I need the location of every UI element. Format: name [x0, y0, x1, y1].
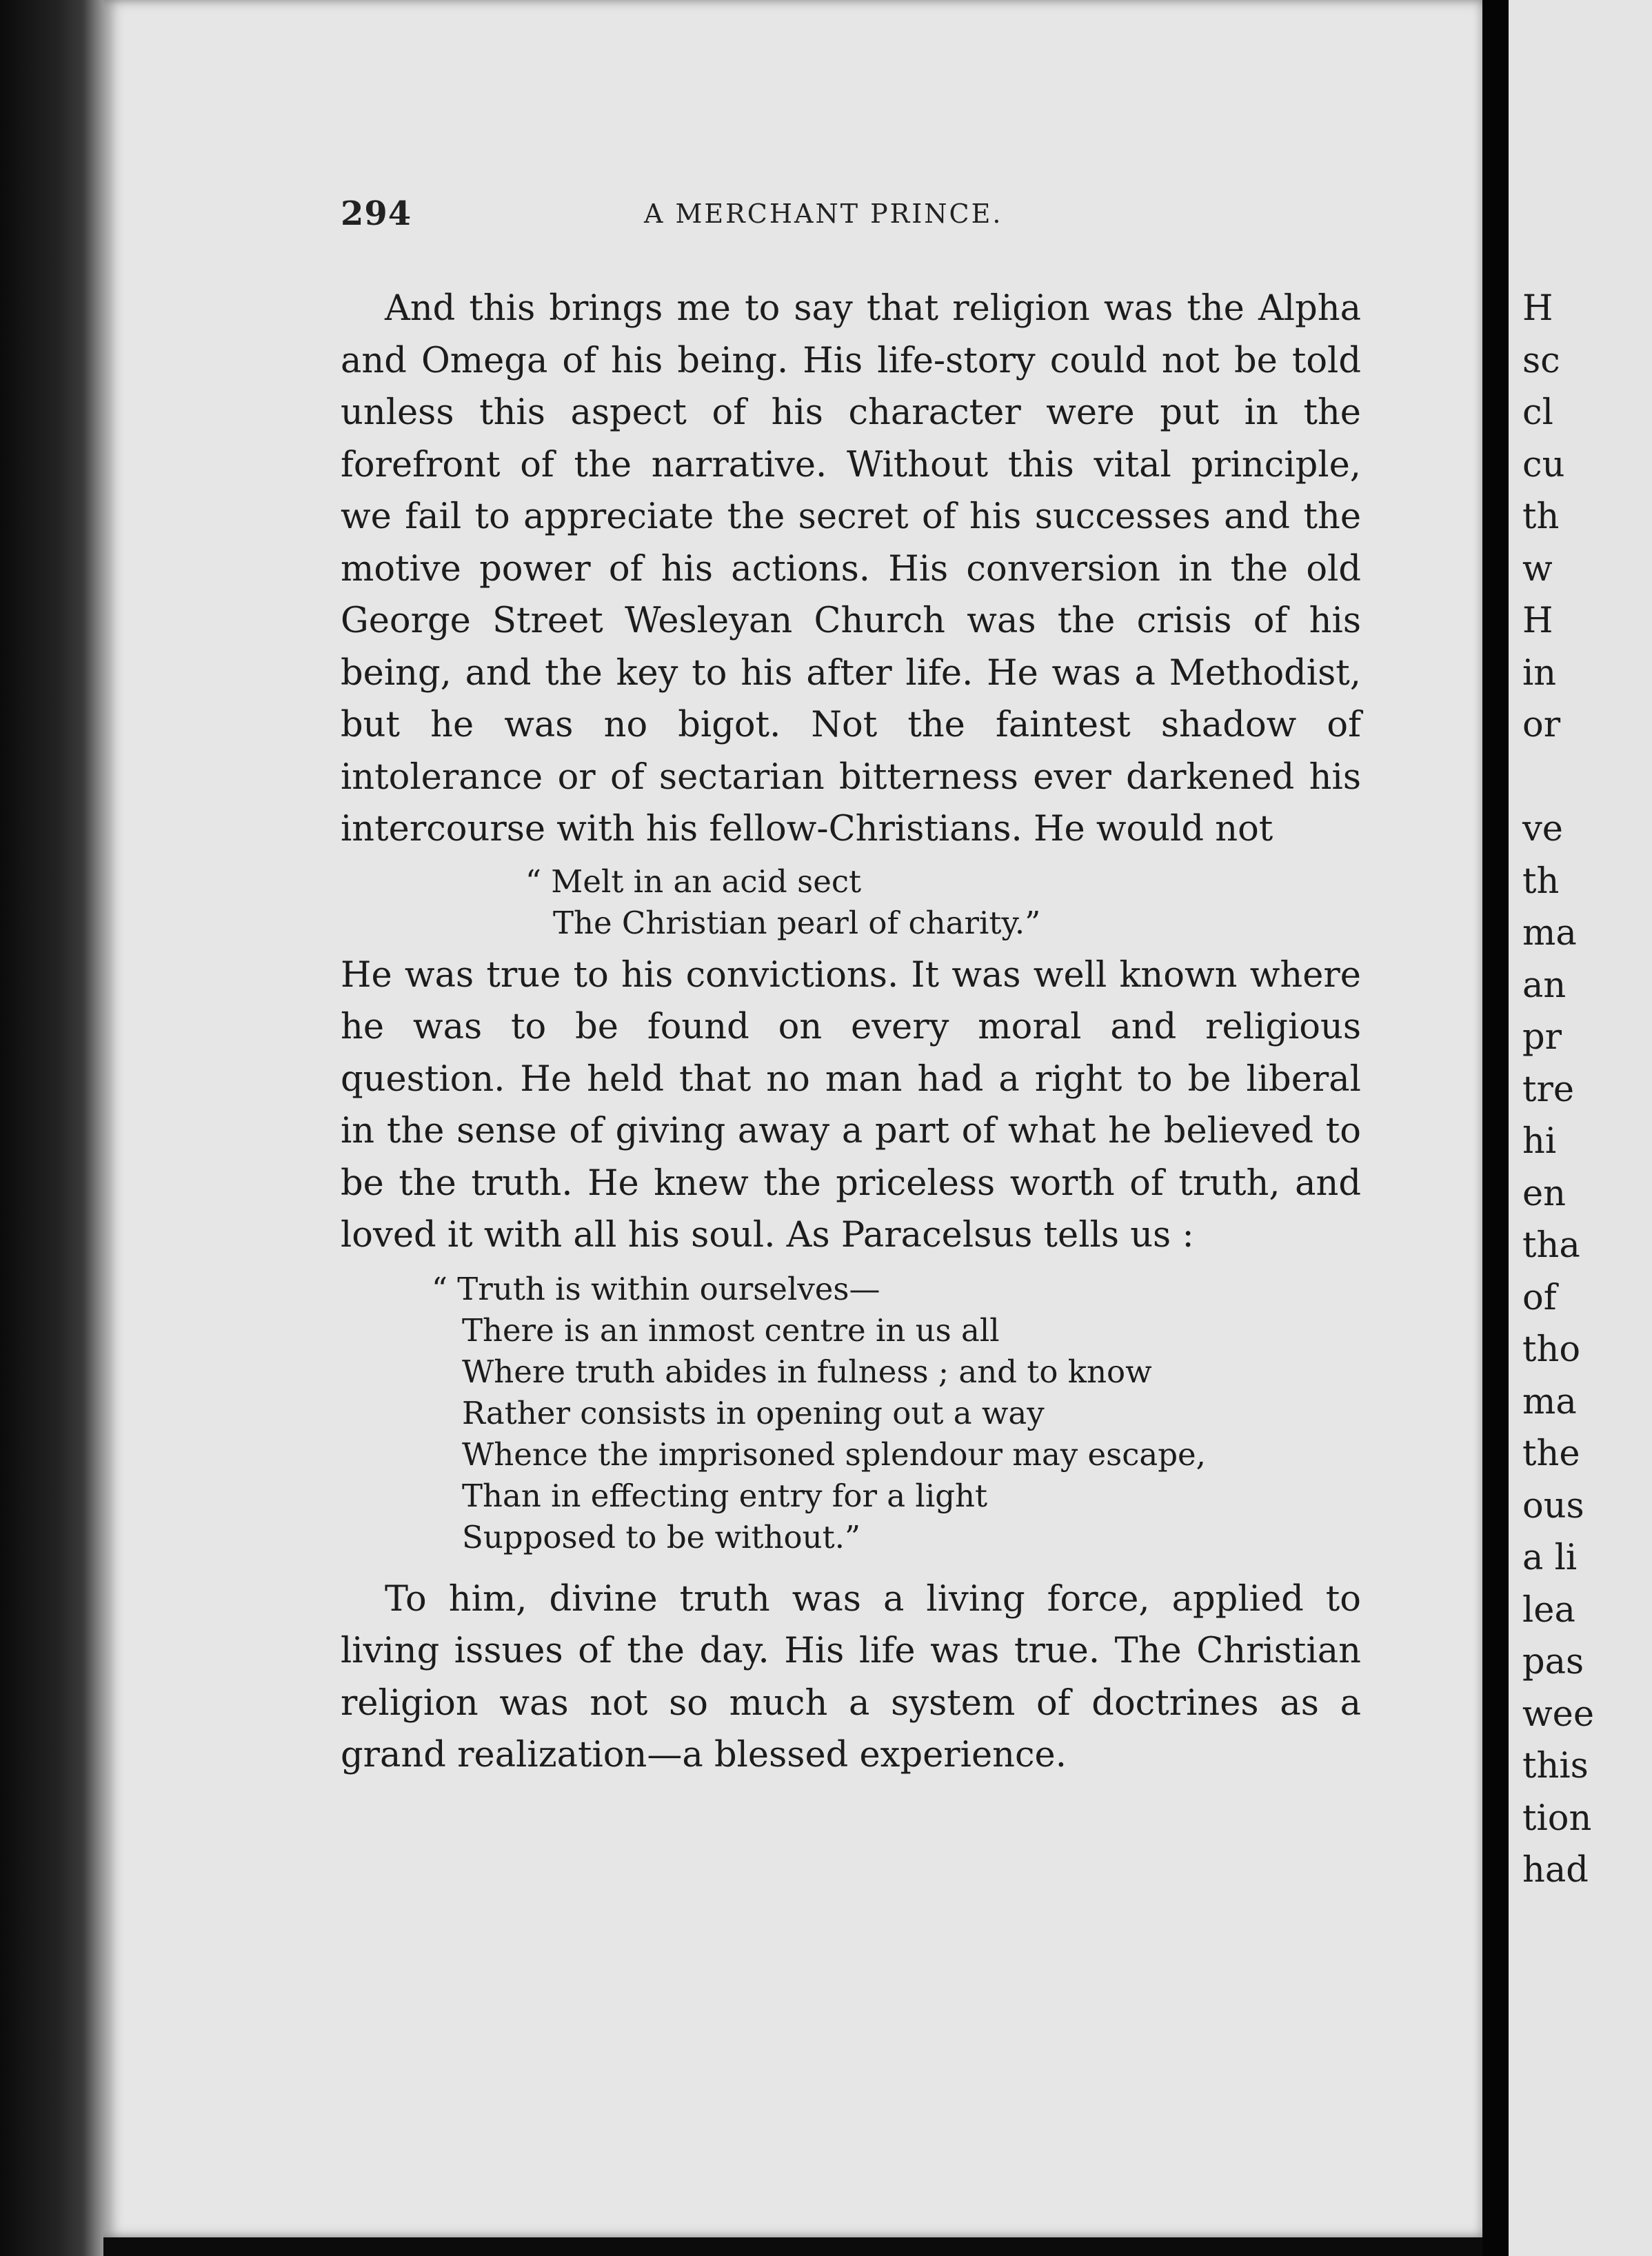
verse-line: Where truth abides in fulness ; and to know: [462, 1353, 1152, 1390]
adjacent-line: w: [1522, 548, 1553, 590]
adjacent-line: en: [1522, 1173, 1567, 1214]
verse-line: “ Melt in an acid sect: [525, 863, 862, 900]
verse-line: Rather consists in opening out a way: [462, 1394, 1045, 1431]
adjacent-line: hi: [1522, 1121, 1557, 1162]
adjacent-line: ma: [1522, 913, 1577, 954]
page-number: 294: [341, 194, 412, 233]
adjacent-line: th: [1522, 496, 1560, 537]
body-text: [341, 283, 1361, 1782]
adjacent-page-text: [1522, 283, 1594, 1897]
verse-line: There is an inmost centre in us all: [462, 1311, 1000, 1349]
verse-line: “ Truth is within ourselves—: [432, 1270, 880, 1307]
adjacent-line: cu: [1522, 444, 1565, 485]
paragraph: And this brings me to say that religion was the Alpha and Omega of his being. His life-story could not be told unless this aspect of his character were put in the forefront of the narrative. Without this vital principle, we fail to appreciate the secret of his successes and the motive power of his actions. His conversion in the old George Street Wesleyan Church was the crisis of his being, and the key to his after life. He was a Methodist, but he was no bigot. Not the faintest shadow of intolerance or of sectarian bitterness ever darkened his intercourse with his fellow-Christians. He would not: [341, 288, 1361, 849]
paragraph: He was true to his convictions. It was well known where he was to be found on every moral and religious question. He held that no man had a right to be liberal in the sense of giving away a part of what he believed to be the truth. He knew the priceless worth of truth, and loved it with all his soul. As Paracelsus tells us :: [341, 954, 1361, 1256]
adjacent-line: cl: [1522, 392, 1553, 433]
book-binding-edge: [0, 0, 103, 2256]
adjacent-line: the: [1522, 1433, 1580, 1474]
verse-line: Whence the imprisoned splendour may escape,: [462, 1436, 1206, 1473]
page-gutter: [1482, 0, 1509, 2256]
adjacent-line: ve: [1522, 809, 1563, 849]
paragraph: To him, divine truth was a living force, applied to living issues of the day. His life was true. The Christian religion was not so much a system of doctrines as a grand realization—a blessed experience.: [341, 1578, 1361, 1775]
adjacent-line: this: [1522, 1746, 1589, 1786]
page-bottom-shadow: [103, 2237, 1482, 2256]
adjacent-line: had: [1522, 1850, 1589, 1891]
adjacent-line: H: [1522, 288, 1553, 329]
adjacent-line: ous: [1522, 1485, 1584, 1527]
adjacent-line: in: [1522, 652, 1557, 694]
adjacent-line: [1522, 752, 1594, 804]
adjacent-line: tha: [1522, 1225, 1580, 1266]
verse-line: Supposed to be without.”: [462, 1518, 861, 1555]
adjacent-line: tion: [1522, 1797, 1592, 1839]
adjacent-line: tre: [1522, 1069, 1575, 1110]
verse-quotation: [432, 1269, 1361, 1558]
adjacent-line: pas: [1522, 1642, 1584, 1682]
adjacent-line: ma: [1522, 1381, 1577, 1422]
verse-quotation: [525, 861, 1361, 944]
adjacent-line: th: [1522, 860, 1560, 902]
verse-line: Than in effecting entry for a light: [462, 1477, 988, 1514]
verse-line: The Christian pearl of charity.”: [553, 904, 1041, 941]
adjacent-line: H: [1522, 601, 1553, 641]
adjacent-line: an: [1522, 965, 1567, 1006]
adjacent-line: sc: [1522, 340, 1560, 381]
running-head: [341, 194, 1375, 256]
adjacent-line: or: [1522, 705, 1561, 745]
adjacent-line: lea: [1522, 1589, 1575, 1631]
adjacent-line: pr: [1522, 1017, 1562, 1058]
running-title: A MERCHANT PRINCE.: [644, 199, 1003, 229]
adjacent-line: a li: [1522, 1538, 1578, 1578]
adjacent-line: wee: [1522, 1693, 1595, 1735]
adjacent-line: tho: [1522, 1329, 1581, 1370]
adjacent-line: of: [1522, 1277, 1557, 1318]
